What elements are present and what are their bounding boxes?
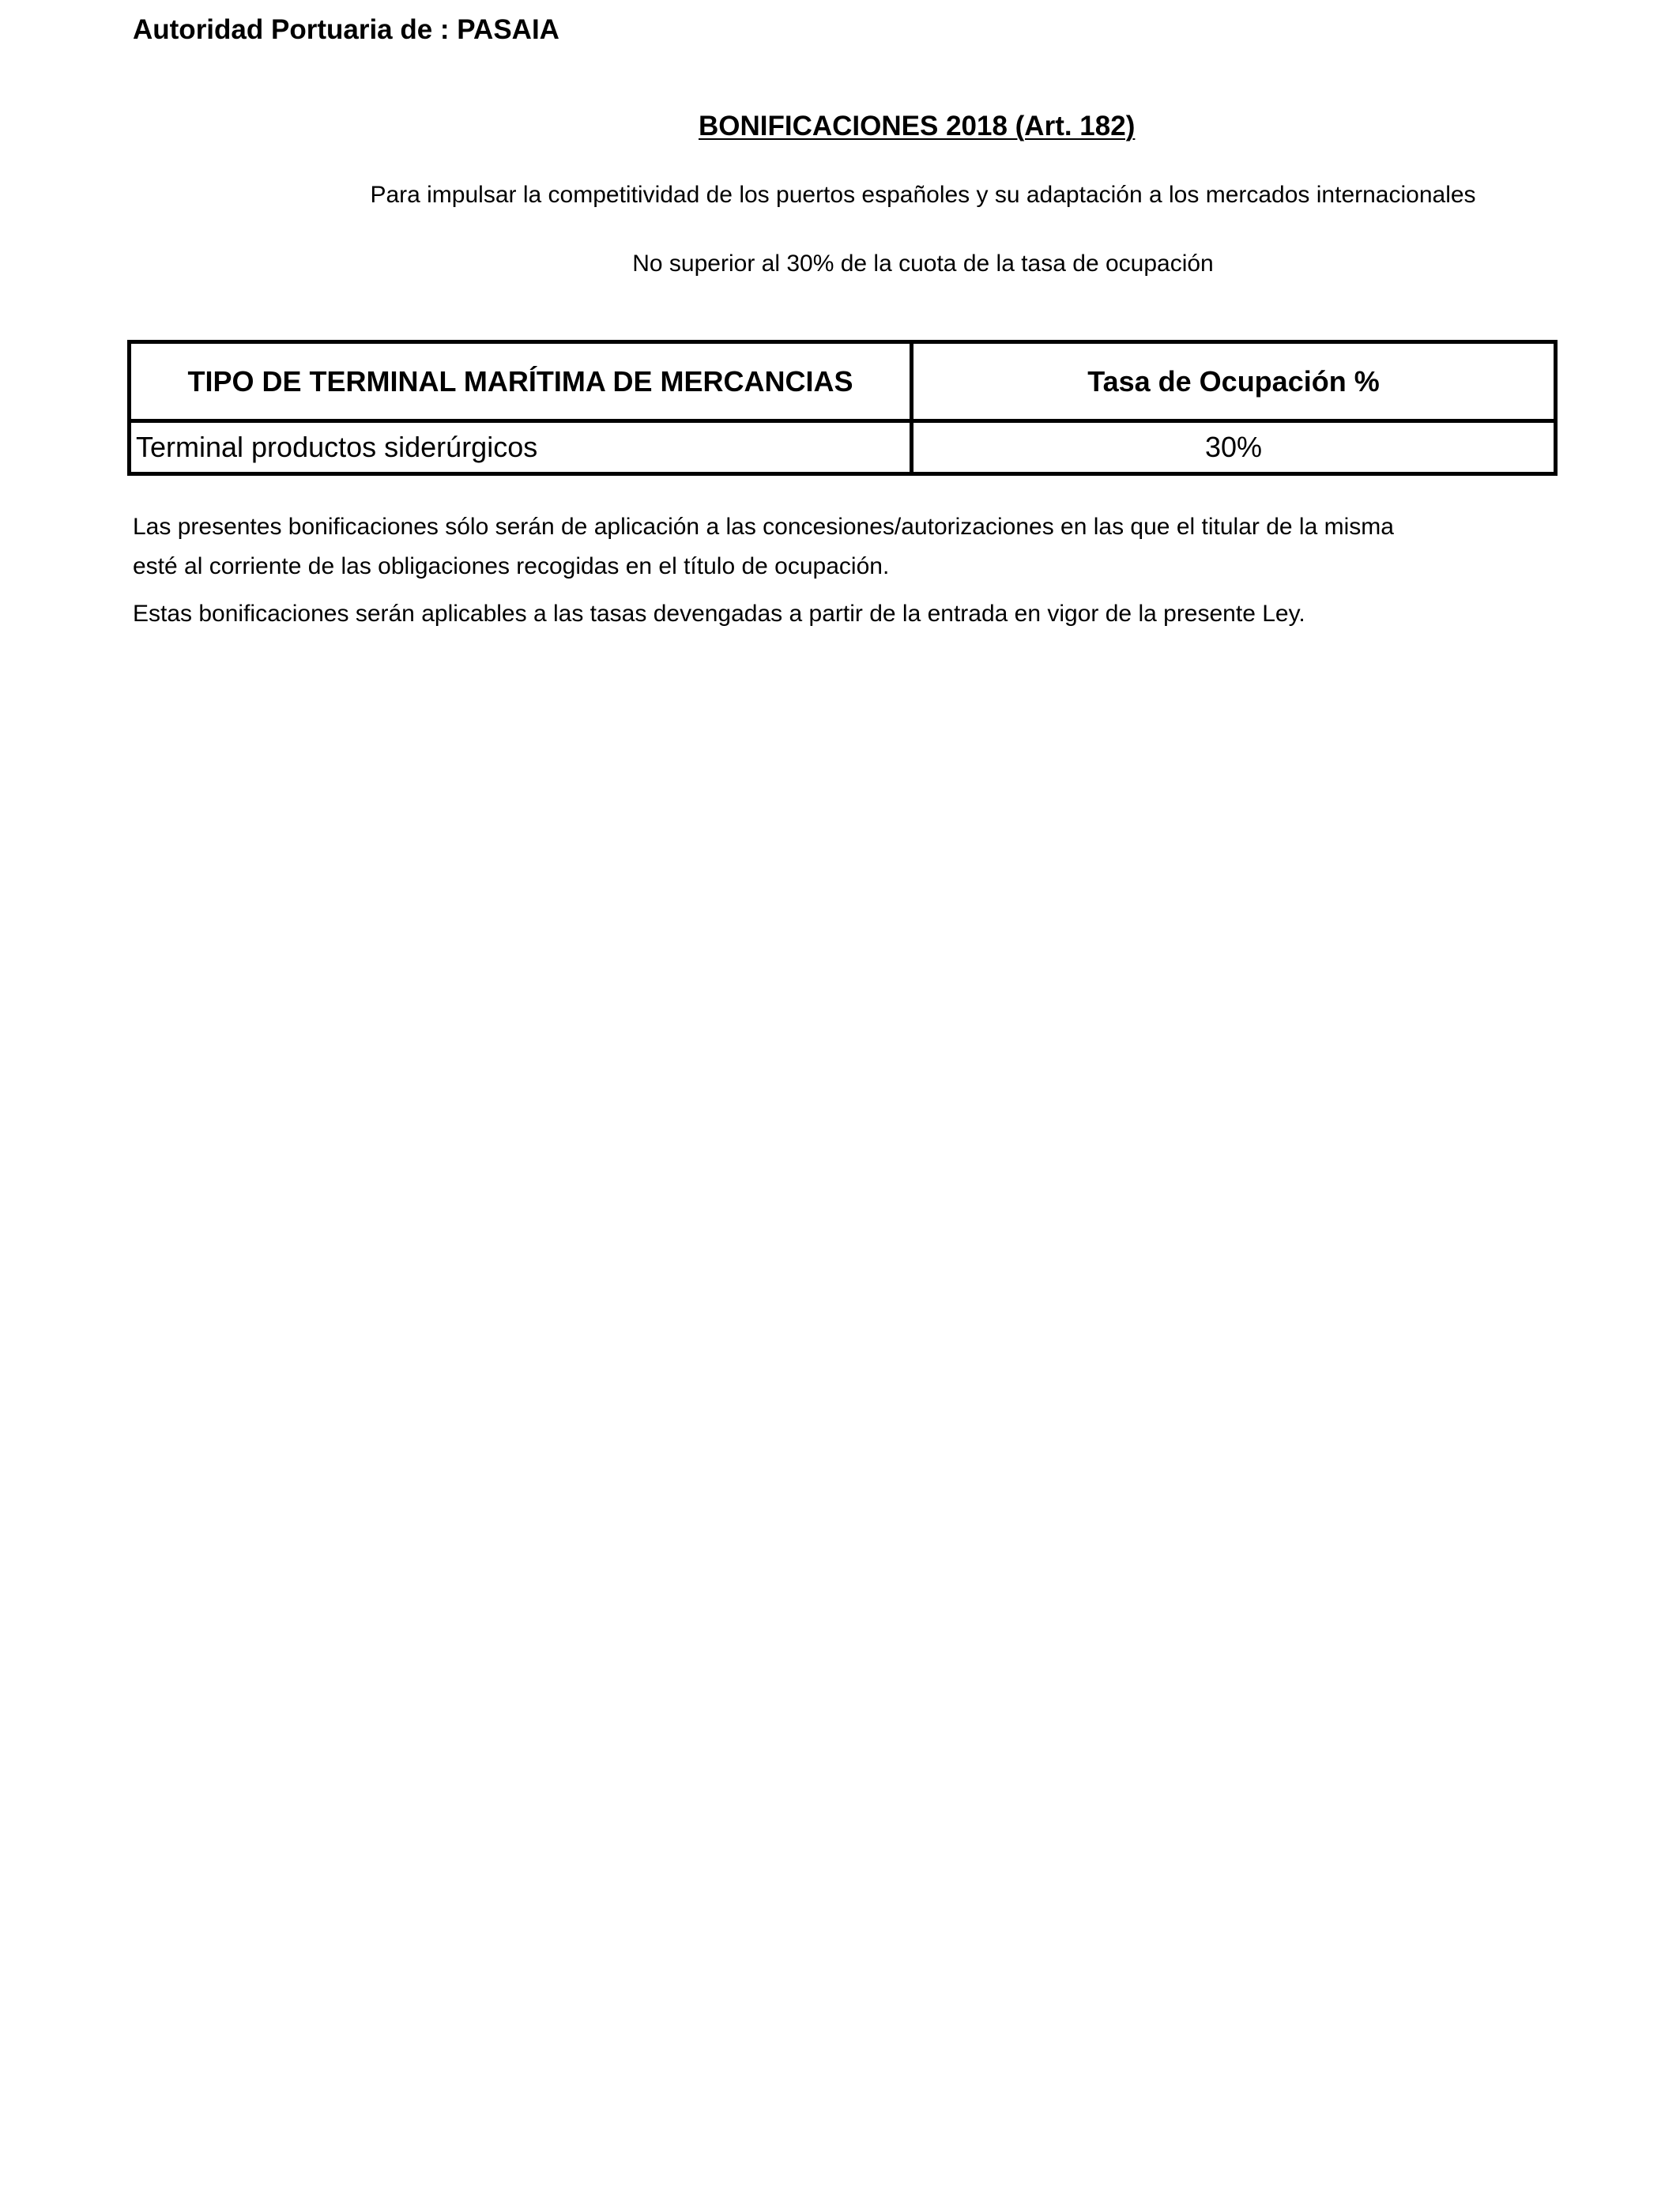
note-effective-date: Estas bonificaciones serán aplicables a las tasas devengadas a partir de la entrada en vigor de la presente Ley. [133, 601, 1305, 627]
note-applicability-line2: esté al corriente de las obligaciones recogidas en el título de ocupación. [133, 553, 890, 579]
bonus-table [127, 340, 1558, 476]
port-authority-heading: Autoridad Portuaria de : PASAIA [133, 14, 559, 45]
table-row [130, 421, 1556, 474]
note-applicability-line1: Las presentes bonificaciones sólo serán de aplicación a las concesiones/autorizaciones en las que el titular de la misma [133, 514, 1394, 540]
occupancy-rate-cell: 30% [912, 421, 1556, 474]
document-title: BONIFICACIONES 2018 (Art. 182) [699, 111, 1136, 141]
subtitle-limit: No superior al 30% de la cuota de la tasa de ocupación [632, 251, 1214, 277]
column-header-terminal-type: TIPO DE TERMINAL MARÍTIMA DE MERCANCIAS [130, 342, 912, 421]
subtitle-purpose: Para impulsar la competitividad de los puertos españoles y su adaptación a los mercados internacionales [370, 182, 1476, 208]
table-header-row [130, 342, 1556, 421]
terminal-type-cell: Terminal productos siderúrgicos [130, 421, 912, 474]
column-header-occupancy-rate: Tasa de Ocupación % [912, 342, 1556, 421]
